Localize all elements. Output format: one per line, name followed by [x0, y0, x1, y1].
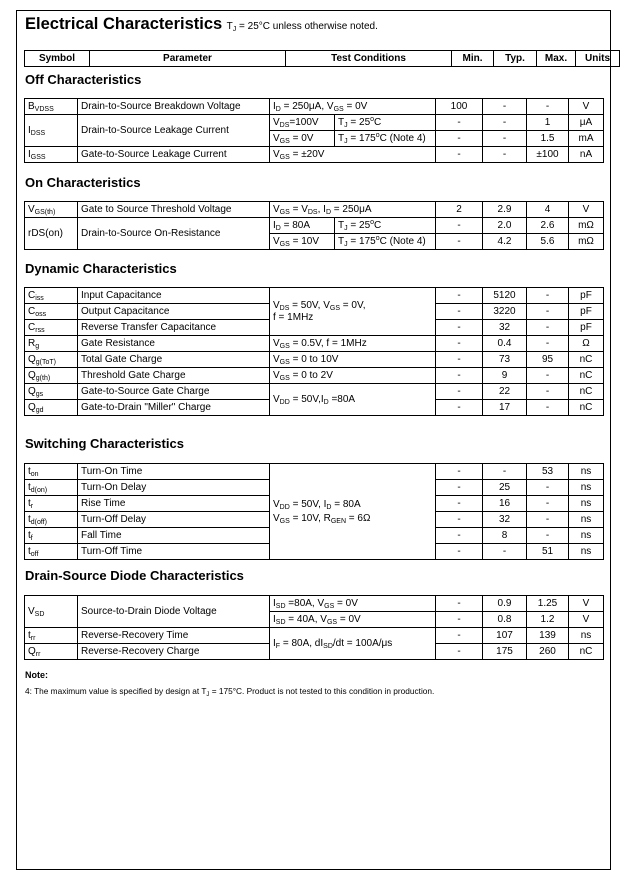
param-coss: Output Capacitance [78, 304, 270, 320]
symbol-qgd: $Q_{gd}$ [25, 400, 78, 416]
typ-vsd-2: 0.8 [483, 612, 527, 628]
symbol-igss: $I_{GSS}$ [25, 147, 78, 163]
typ-toff: - [483, 544, 527, 560]
table-row [25, 368, 604, 384]
section-diode: Drain-Source Diode Characteristics [25, 568, 244, 583]
max-qgs: - [527, 384, 569, 400]
header-row [25, 51, 620, 67]
title-main: Electrical Characteristics [25, 15, 223, 33]
param-qrr: Reverse-Recovery Charge [78, 644, 270, 660]
typ-tr: 16 [483, 496, 527, 512]
symbol-tdoff: $t_{d(off)}$ [25, 512, 78, 528]
page-title [25, 15, 378, 34]
unit-qgtot: nC [569, 352, 604, 368]
table-row [25, 202, 604, 218]
symbol-tf: $t_f$ [25, 528, 78, 544]
param-bvdss: Drain-to-Source Breakdown Voltage [78, 99, 270, 115]
cond-switching: $V_{DD} = 50V$, $I_D = 80A$ $V_{GS} = 10V$, $R_{GEN} = 6\Omega$ [270, 464, 436, 560]
typ-tdoff: 32 [483, 512, 527, 528]
table-row [25, 596, 604, 612]
max-toff: 51 [527, 544, 569, 560]
section-off: Off Characteristics [25, 72, 142, 87]
min-trr: - [436, 628, 483, 644]
cond-qgs-qgd: $V_{DD} = 50V,I_D =80A$ [270, 384, 436, 416]
symbol-trr: $t_{rr}$ [25, 628, 78, 644]
min-qgth: - [436, 368, 483, 384]
max-qgd: - [527, 400, 569, 416]
cond-capacitance: $V_{DS} = 50V$, $V_{GS} = 0V$, f = 1MHz [270, 288, 436, 336]
header-units: Units [576, 51, 620, 67]
max-qrr: 260 [527, 644, 569, 660]
typ-trr: 107 [483, 628, 527, 644]
unit-idss-2: mA [569, 131, 604, 147]
header-symbol: Symbol [25, 51, 90, 67]
max-vsd-1: 1.25 [527, 596, 569, 612]
max-vsd-2: 1.2 [527, 612, 569, 628]
typ-qgtot: 73 [483, 352, 527, 368]
max-coss: - [527, 304, 569, 320]
min-qgtot: - [436, 352, 483, 368]
unit-vsd-1: V [569, 596, 604, 612]
param-crss: Reverse Transfer Capacitance [78, 320, 270, 336]
typ-qgd: 17 [483, 400, 527, 416]
param-tf: Fall Time [78, 528, 270, 544]
max-rdson-2: 5.6 [527, 234, 569, 250]
unit-vgsth: V [569, 202, 604, 218]
min-crss: - [436, 320, 483, 336]
max-tr: - [527, 496, 569, 512]
unit-rdson-2: mΩ [569, 234, 604, 250]
max-crss: - [527, 320, 569, 336]
title-condition: $T_J = 25^\circ C$ unless otherwise noted. [226, 21, 378, 33]
param-trr: Reverse-Recovery Time [78, 628, 270, 644]
min-tdon: - [436, 480, 483, 496]
cond-idss-vds: $V_{DS}=100V$ [270, 115, 335, 131]
typ-igss: - [483, 147, 527, 163]
cond-idss-tj1: $T_J = 25^oC$ [335, 115, 436, 131]
min-igss: - [436, 147, 483, 163]
typ-rg: 0.4 [483, 336, 527, 352]
unit-ciss: pF [569, 288, 604, 304]
section-switching: Switching Characteristics [25, 436, 184, 451]
param-vsd: Source-to-Drain Diode Voltage [78, 596, 270, 628]
table-row [25, 288, 604, 304]
typ-vgsth: 2.9 [483, 202, 527, 218]
header-parameter: Parameter [90, 51, 286, 67]
table-row [25, 384, 604, 400]
param-qgs: Gate-to-Source Gate Charge [78, 384, 270, 400]
symbol-ciss: $C_{iss}$ [25, 288, 78, 304]
cond-rg: $V_{GS} = 0.5V$, f = 1MHz [270, 336, 436, 352]
typ-vsd-1: 0.9 [483, 596, 527, 612]
param-qgth: Threshold Gate Charge [78, 368, 270, 384]
min-rg: - [436, 336, 483, 352]
section-on: On Characteristics [25, 175, 141, 190]
cond-qgth: $V_{GS} = 0$ to 2V [270, 368, 436, 384]
param-rg: Gate Resistance [78, 336, 270, 352]
table-row [25, 99, 604, 115]
max-qgtot: 95 [527, 352, 569, 368]
unit-bvdss: V [569, 99, 604, 115]
cond-rdson-tj1: $T_J = 25^oC$ [335, 218, 436, 234]
typ-tdon: 25 [483, 480, 527, 496]
max-rg: - [527, 336, 569, 352]
typ-qrr: 175 [483, 644, 527, 660]
min-qgs: - [436, 384, 483, 400]
symbol-coss: $C_{oss}$ [25, 304, 78, 320]
switching-table [24, 463, 604, 560]
symbol-toff: $t_{off}$ [25, 544, 78, 560]
cond-rdson-id: $I_D = 80A$ [270, 218, 335, 234]
param-ton: Turn-On Time [78, 464, 270, 480]
min-idss-2: - [436, 131, 483, 147]
note-text: 4: The maximum value is specified by design at $T_J = 175^\circ C$. Product is not tested to this condition in production. [25, 686, 435, 698]
min-vgsth: 2 [436, 202, 483, 218]
symbol-crss: $C_{rss}$ [25, 320, 78, 336]
table-row [25, 218, 604, 234]
typ-idss-1: - [483, 115, 527, 131]
typ-bvdss: - [483, 99, 527, 115]
typ-idss-2: - [483, 131, 527, 147]
symbol-vsd: $V_{SD}$ [25, 596, 78, 628]
table-row [25, 352, 604, 368]
max-tdon: - [527, 480, 569, 496]
unit-qgd: nC [569, 400, 604, 416]
param-tdon: Turn-On Delay [78, 480, 270, 496]
symbol-ton: $t_{on}$ [25, 464, 78, 480]
min-ton: - [436, 464, 483, 480]
unit-rg: Ω [569, 336, 604, 352]
header-table [24, 50, 620, 67]
unit-idss-1: μA [569, 115, 604, 131]
unit-ton: ns [569, 464, 604, 480]
max-vgsth: 4 [527, 202, 569, 218]
max-idss-2: 1.5 [527, 131, 569, 147]
max-idss-1: 1 [527, 115, 569, 131]
header-max: Max. [537, 51, 576, 67]
max-tf: - [527, 528, 569, 544]
min-toff: - [436, 544, 483, 560]
param-qgtot: Total Gate Charge [78, 352, 270, 368]
min-tr: - [436, 496, 483, 512]
unit-tdon: ns [569, 480, 604, 496]
header-min: Min. [452, 51, 494, 67]
unit-tf: ns [569, 528, 604, 544]
param-toff: Turn-Off Time [78, 544, 270, 560]
param-vgsth: Gate to Source Threshold Voltage [78, 202, 270, 218]
max-rdson-1: 2.6 [527, 218, 569, 234]
cond-trr-qrr: $I_F = 80A$, $dI_{SD}/dt = 100A/\mu s$ [270, 628, 436, 660]
min-bvdss: 100 [436, 99, 483, 115]
param-idss: Drain-to-Source Leakage Current [78, 115, 270, 147]
symbol-idss: $I_{DSS}$ [25, 115, 78, 147]
unit-tr: ns [569, 496, 604, 512]
min-rdson-2: - [436, 234, 483, 250]
max-igss: ±100 [527, 147, 569, 163]
symbol-tdon: $t_{d(on)}$ [25, 480, 78, 496]
unit-vsd-2: V [569, 612, 604, 628]
min-qgd: - [436, 400, 483, 416]
off-table [24, 98, 604, 163]
min-rdson-1: - [436, 218, 483, 234]
typ-coss: 3220 [483, 304, 527, 320]
diode-table [24, 595, 604, 660]
table-row [25, 115, 604, 131]
symbol-qgs: $Q_{gs}$ [25, 384, 78, 400]
table-row [25, 147, 604, 163]
max-bvdss: - [527, 99, 569, 115]
table-row [25, 336, 604, 352]
typ-ciss: 5120 [483, 288, 527, 304]
symbol-rdson: rDS(on) [25, 218, 78, 250]
typ-rdson-2: 4.2 [483, 234, 527, 250]
max-ton: 53 [527, 464, 569, 480]
unit-qrr: nC [569, 644, 604, 660]
param-rdson: Drain-to-Source On-Resistance [78, 218, 270, 250]
cond-bvdss: $I_D = 250\mu A$, $V_{GS} = 0V$ [270, 99, 436, 115]
param-igss: Gate-to-Source Leakage Current [78, 147, 270, 163]
min-ciss: - [436, 288, 483, 304]
dynamic-table [24, 287, 604, 416]
max-ciss: - [527, 288, 569, 304]
cond-idss-tj2: $T_J = 175^oC$ (Note 4) [335, 131, 436, 147]
min-idss-1: - [436, 115, 483, 131]
unit-qgth: nC [569, 368, 604, 384]
cond-vsd-1: $I_{SD} =80A$, $V_{GS} = 0V$ [270, 596, 436, 612]
unit-trr: ns [569, 628, 604, 644]
symbol-vgsth: $V_{GS(th)}$ [25, 202, 78, 218]
min-qrr: - [436, 644, 483, 660]
cond-vgsth: $V_{GS} = V_{DS}$, $I_D = 250\mu A$ [270, 202, 436, 218]
datasheet-frame [16, 10, 611, 870]
note-heading: Note: [25, 670, 48, 680]
section-dynamic: Dynamic Characteristics [25, 261, 177, 276]
table-row [25, 464, 604, 480]
symbol-qrr: $Q_{rr}$ [25, 644, 78, 660]
typ-ton: - [483, 464, 527, 480]
unit-qgs: nC [569, 384, 604, 400]
header-typ: Typ. [494, 51, 537, 67]
min-tdoff: - [436, 512, 483, 528]
min-coss: - [436, 304, 483, 320]
typ-qgs: 22 [483, 384, 527, 400]
typ-crss: 32 [483, 320, 527, 336]
min-tf: - [436, 528, 483, 544]
param-ciss: Input Capacitance [78, 288, 270, 304]
cond-igss: $V_{GS} = \pm 20V$ [270, 147, 436, 163]
typ-rdson-1: 2.0 [483, 218, 527, 234]
symbol-rg: $R_g$ [25, 336, 78, 352]
typ-tf: 8 [483, 528, 527, 544]
unit-tdoff: ns [569, 512, 604, 528]
typ-qgth: 9 [483, 368, 527, 384]
unit-rdson-1: mΩ [569, 218, 604, 234]
table-row [25, 628, 604, 644]
unit-crss: pF [569, 320, 604, 336]
symbol-qgtot: $Q_{g(ToT)}$ [25, 352, 78, 368]
unit-toff: ns [569, 544, 604, 560]
cond-qgtot: $V_{GS} = 0$ to 10V [270, 352, 436, 368]
symbol-bvdss: $B_{VDSS}$ [25, 99, 78, 115]
cond-rdson-tj2: $T_J = 175^oC$ (Note 4) [335, 234, 436, 250]
header-test-conditions: Test Conditions [286, 51, 452, 67]
param-qgd: Gate-to-Drain "Miller" Charge [78, 400, 270, 416]
unit-coss: pF [569, 304, 604, 320]
min-vsd-1: - [436, 596, 483, 612]
param-tdoff: Turn-Off Delay [78, 512, 270, 528]
max-tdoff: - [527, 512, 569, 528]
symbol-qgth: $Q_{g(th)}$ [25, 368, 78, 384]
cond-idss-vgs: $V_{GS} = 0V$ [270, 131, 335, 147]
max-qgth: - [527, 368, 569, 384]
cond-vsd-2: $I_{SD} = 40A$, $V_{GS} = 0V$ [270, 612, 436, 628]
max-trr: 139 [527, 628, 569, 644]
param-tr: Rise Time [78, 496, 270, 512]
cond-rdson-vgs: $V_{GS} = 10V$ [270, 234, 335, 250]
symbol-tr: $t_r$ [25, 496, 78, 512]
unit-igss: nA [569, 147, 604, 163]
on-table [24, 201, 604, 250]
min-vsd-2: - [436, 612, 483, 628]
